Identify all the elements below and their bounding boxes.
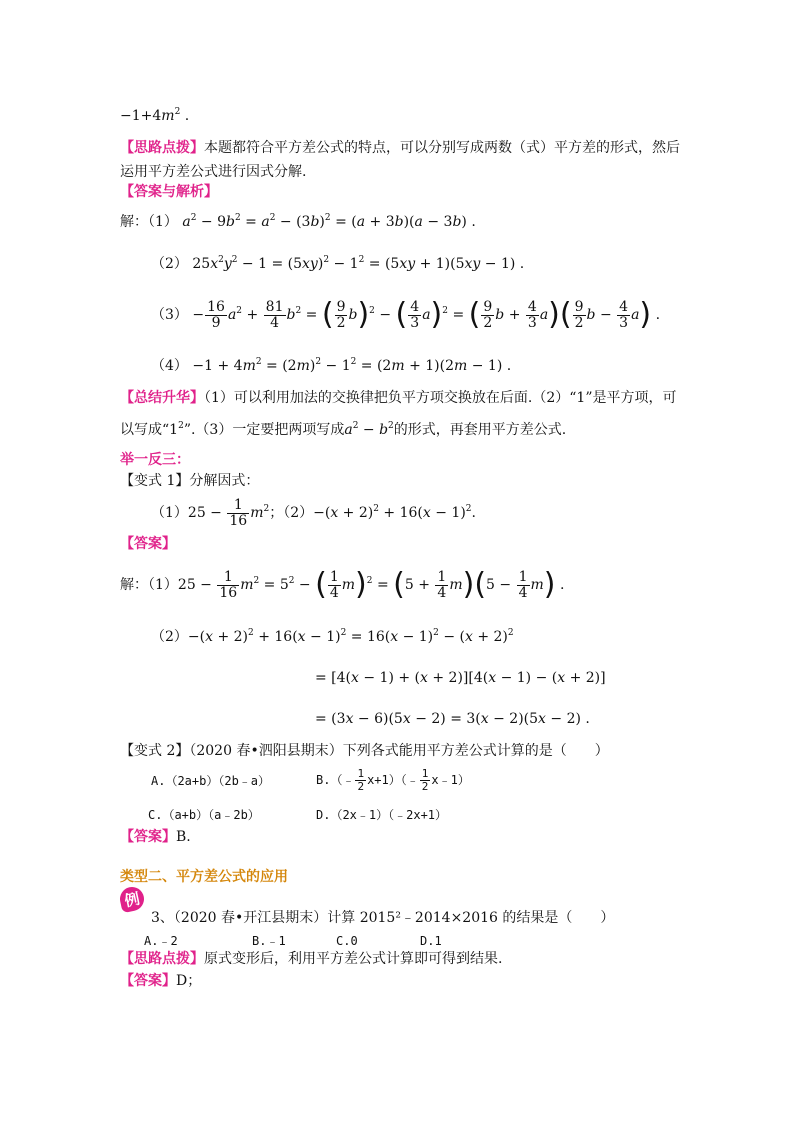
option-c: C.（a+b）（a﹣2b） — [148, 808, 260, 822]
hint-label: 【思路点拨】 — [120, 140, 204, 156]
example3-option-c: C.0 — [336, 934, 358, 948]
variant1-solution-2b: = [4(x − 1) + (x + 2)][4(x − 1) − (x + 2)] — [315, 670, 606, 686]
variant1-problems: （1）25 − $\frac{1}{16}$ $m^2$；$(2)-(x + 2)^2 + 16(x - 1)^2$. — [151, 496, 476, 529]
example3-option-b: B.﹣1 — [252, 934, 286, 948]
practice-heading: 举一反三： — [120, 452, 190, 468]
summary-paragraph-cont: 以写成“$1^2”.(3)$一定要把两项写成$a^2 - b^2$的形式，再套用平方差公式. — [120, 421, 567, 438]
solution-step-4: $(4) -1 + 4m^2 = (2m)^2 - 1^2 = (2m + 1)(2m - 1)$ . — [151, 357, 512, 374]
variant2-answer: 【答案】B. — [120, 829, 191, 845]
option-d: D.（2x﹣1）（﹣2x+1） — [316, 808, 448, 822]
option-a: A.（2a+b）（2b﹣a） — [151, 774, 271, 788]
variant1-solution-2c: = (3x − 6)(5x − 2) = 3(x − 2)(5x − 2) . — [315, 711, 590, 727]
continued-expression: $-1+4m^2$ . — [120, 107, 190, 124]
hint-paragraph-cont: 运用平方差公式进行因式分解. — [120, 164, 307, 180]
variant2-question: 【变式 2】（2020 春•泗阳县期末）下列各式能用平方差公式计算的是（ ） — [120, 743, 609, 759]
hint-text: 本题都符合平方差公式的特点，可以分别写成两数（式）平方差的形式，然后 — [204, 140, 680, 156]
variant1-answer-label: 【答案】 — [120, 536, 176, 552]
variant1-line: 【变式 1】分解因式： — [120, 473, 260, 489]
example3-question: 3、（2020 春•开江县期末）计算 2015²﹣2014×2016 的结果是（ ） — [151, 910, 615, 926]
example3-answer: 【答案】D； — [120, 973, 202, 989]
solution-step-2: （2） $25x^2y^2 - 1 = (5xy)^2 - 1^2 = (5xy + 1)(5xy - 1)$ . — [151, 255, 525, 272]
example-badge-icon: 例 — [118, 885, 146, 913]
summary-paragraph: 【总结升华】（1）可以利用加法的交换律把负平方项交换放在后面.（2）“1”是平方项，可 — [120, 390, 677, 406]
variant1-solution-1: 解：（1）25 − $\frac{1}{16}$ $m^2 = 5^2$ − ( $\frac{1}{4}$ m)$^2$ = (5 + $\frac{1}{4}$ m)(5 − $\frac{1}{4}$ m) . — [120, 567, 565, 602]
answer-analysis-label: 【答案与解析】 — [120, 184, 218, 200]
hint-paragraph — [120, 139, 680, 157]
option-b: B.（﹣ $\frac{1}{2}$ x+1）（﹣ $\frac{1}{2}$ x﹣1） — [316, 767, 470, 793]
solution-step-1: 解：（1） $a^2 - 9b^2 = a^2 - (3b)^2 = (a + 3b)(a - 3b)$ . — [120, 213, 476, 230]
solution-step-3: （3） − $\frac{16}{9}$ $a^2$ + $\frac{81}{4}$ $b^2$ = ( $\frac{9}{2}$ b)$^2$ − ( $\frac{4}{3}$ a)$^2$ = ( $\frac{9}{2}$ b + $\frac{4}{3}$ a)( $\frac{9}{2}$ b − $\frac{4}{3}$ a) . — [151, 297, 661, 332]
variant1-solution-2: $(2)-(x + 2)^2 + 16(x - 1)^2 = 16(x - 1)^2 - (x + 2)^2$ — [151, 628, 514, 645]
example3-option-d: D.1 — [420, 934, 442, 948]
example3-hint: 【思路点拨】原式变形后，利用平方差公式计算即可得到结果. — [120, 951, 503, 967]
example3-option-a: A.﹣2 — [144, 934, 178, 948]
section-heading-type2: 类型二、平方差公式的应用 — [120, 869, 288, 885]
